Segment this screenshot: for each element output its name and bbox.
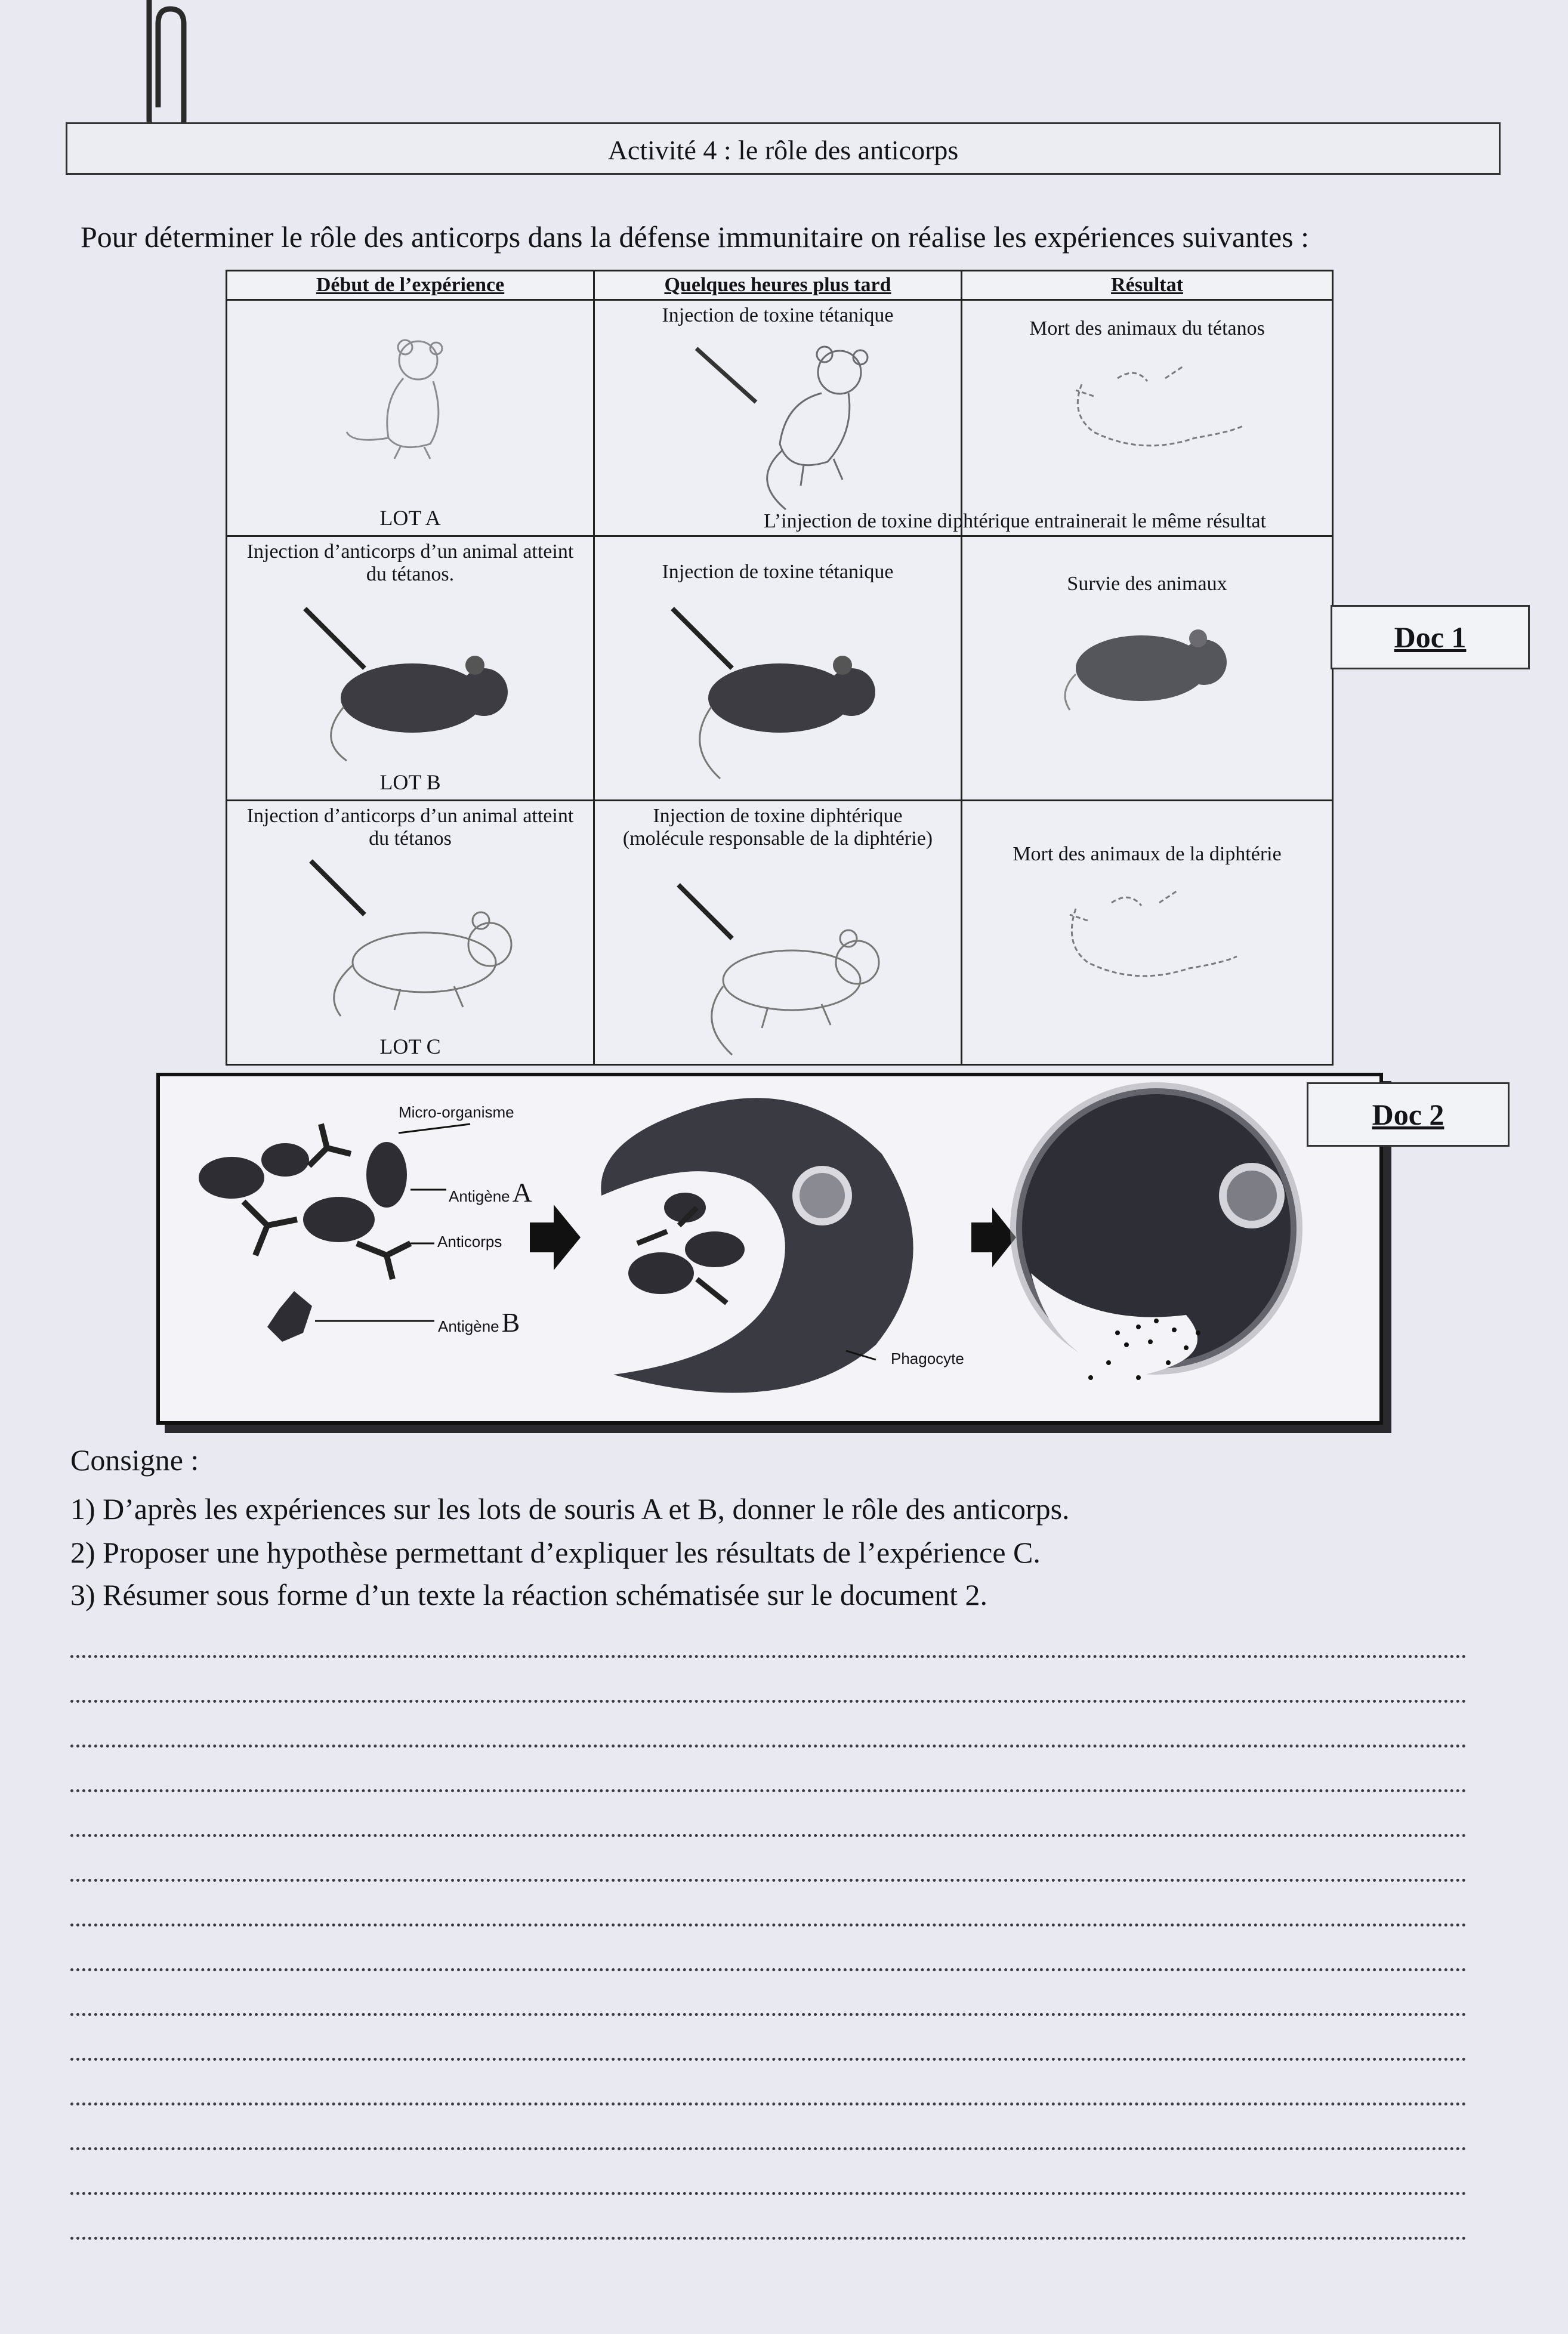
- consigne-heading: Consigne :: [70, 1443, 199, 1477]
- answer-line[interactable]: [70, 1653, 1467, 1658]
- answer-line[interactable]: [70, 2011, 1467, 2016]
- cell-lot-b-debut: [227, 536, 594, 801]
- table-header-row: [227, 271, 1333, 300]
- table-row-lot-a: [227, 300, 1333, 536]
- doc2-diagram: [160, 1076, 1379, 1421]
- lot-b-injection-text: Injection de toxine tétanique: [662, 561, 894, 583]
- cell-lot-a-injection: [594, 300, 962, 536]
- answer-line[interactable]: [70, 2055, 1467, 2061]
- phagocyte-digestion: [1016, 1088, 1297, 1380]
- dead-mouse-sketch-icon: [1046, 354, 1261, 462]
- answer-line[interactable]: [70, 1876, 1467, 1882]
- question-3: 3) Résumer sous forme d’un texte la réaction schématisée sur le document 2.: [70, 1578, 988, 1611]
- cell-lot-c-injection: [594, 801, 962, 1065]
- cell-lot-b-injection: [594, 536, 962, 801]
- arrow-right-icon-2: [971, 1208, 1016, 1267]
- mouse-sketch-icon: [329, 325, 484, 468]
- dead-mouse-sketch-icon-c: [1040, 879, 1255, 998]
- question-2: 2) Proposer une hypothèse permettant d’expliquer les résultats de l’expérience C.: [70, 1536, 1041, 1569]
- label-antigene-b: Antigène B: [438, 1307, 520, 1338]
- lot-b-debut-text: Injection d’anticorps d’un animal atteint du tétanos.: [246, 541, 574, 585]
- label-micro-organisme: Micro-organisme: [399, 1103, 514, 1121]
- lot-a-note: L’injection de toxine diphtérique entrainerait le même résultat: [764, 510, 1266, 532]
- answer-line[interactable]: [70, 1787, 1467, 1792]
- lot-c-injection-text: Injection de toxine diphtérique (molécule responsable de la diphtérie): [622, 805, 933, 850]
- intro-text: Pour déterminer le rôle des anticorps dans la défense immunitaire on réalise les expériences suivantes :: [81, 220, 1310, 254]
- lot-c-label: LOT C: [379, 1035, 441, 1058]
- answer-line[interactable]: [70, 1921, 1467, 1927]
- answer-line[interactable]: [70, 1697, 1467, 1703]
- lot-b-label: LOT B: [379, 770, 441, 794]
- cell-lot-a-debut: [227, 300, 594, 536]
- antigen-b-shape: [267, 1291, 312, 1342]
- lot-c-debut-text: Injection d’anticorps d’un animal atteint du tétanos: [246, 805, 574, 850]
- alive-mouse-icon: [1052, 609, 1255, 716]
- doc2-figure: [156, 1073, 1383, 1425]
- answer-line[interactable]: [70, 2234, 1467, 2240]
- lot-a-injection-text: Injection de toxine tétanique: [662, 304, 894, 326]
- label-phagocyte: Phagocyte: [891, 1350, 964, 1367]
- table-row-lot-c: [227, 801, 1333, 1065]
- lot-a-label: LOT A: [379, 506, 441, 530]
- lot-c-result-text: Mort des animaux de la diphtérie: [1013, 843, 1282, 865]
- answer-line[interactable]: [70, 1832, 1467, 1837]
- label-antigene-a: Antigène A: [449, 1177, 532, 1208]
- dark-mouse-syringe-icon: [293, 603, 544, 764]
- page-title: Activité 4 : le rôle des anticorps: [66, 122, 1501, 175]
- cell-lot-c-resultat: [962, 801, 1333, 1065]
- header-debut: Début de l’expérience: [227, 271, 594, 300]
- answer-line[interactable]: [70, 1742, 1467, 1748]
- mouse-syringe-sketch-icon: [684, 336, 899, 515]
- lot-a-result-text: Mort des animaux du tétanos: [1029, 317, 1265, 339]
- header-resultat: Résultat: [962, 271, 1333, 300]
- header-quelques-heures: Quelques heures plus tard: [594, 271, 962, 300]
- answer-line[interactable]: [70, 1966, 1467, 1971]
- lot-b-result-text: Survie des animaux: [1067, 573, 1227, 595]
- label-anticorps: Anticorps: [437, 1233, 502, 1251]
- doc2-label: Doc 2: [1307, 1082, 1510, 1147]
- doc1-table: [226, 270, 1334, 1066]
- table-row-lot-b: [227, 536, 1333, 801]
- micro-organism-cluster: [199, 1124, 410, 1279]
- cell-lot-c-debut: [227, 801, 594, 1065]
- answer-line[interactable]: [70, 2190, 1467, 2195]
- question-1: 1) D’après les expériences sur les lots de souris A et B, donner le rôle des anticorps.: [70, 1492, 1070, 1526]
- cell-lot-b-resultat: [962, 536, 1333, 801]
- phagocyte-engulfing: [601, 1098, 913, 1393]
- answer-line[interactable]: [70, 2145, 1467, 2150]
- mouse-syringe-sketch-icon-c: [299, 855, 550, 1028]
- dark-mouse-syringe-icon-2: [660, 603, 911, 782]
- arrow-right-icon: [530, 1205, 581, 1270]
- mouse-syringe-sketch-icon-c2: [666, 879, 917, 1058]
- answer-line[interactable]: [70, 2100, 1467, 2105]
- doc1-label: Doc 1: [1331, 605, 1530, 669]
